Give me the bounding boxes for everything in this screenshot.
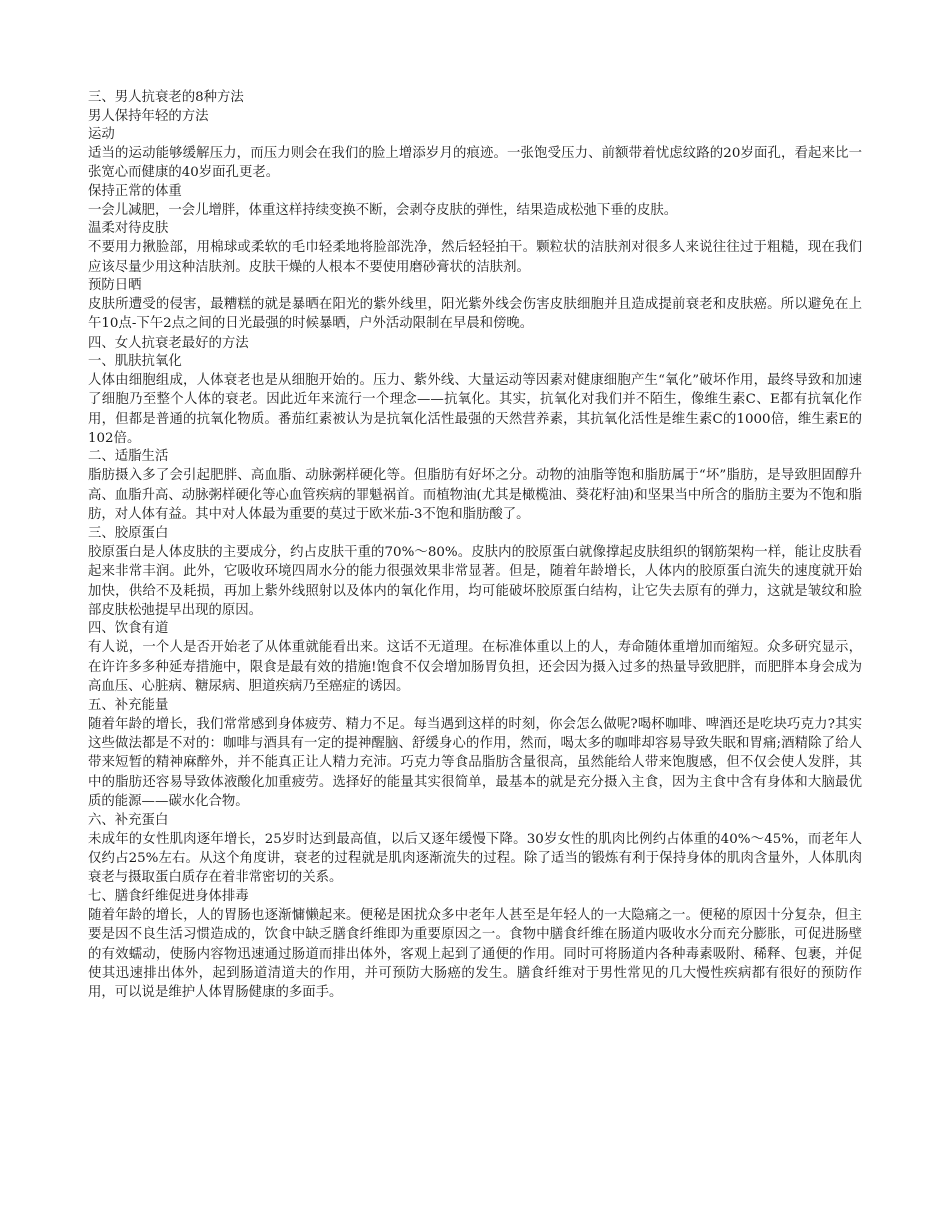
- paragraph-exercise: 适当的运动能够缓解压力，而压力则会在我们的脸上增添岁月的痕迹。一张饱受压力、前额带着忧虑纹路的20岁面孔，看起来比一张宽心而健康的40岁面孔更老。: [88, 146, 862, 181]
- section-title-women: 四、女人抗衰老最好的方法: [88, 335, 249, 351]
- subtitle-men: 男人保持年轻的方法: [88, 109, 209, 124]
- paragraph-antioxidant: 人体由细胞组成，人体衰老也是从细胞开始的。压力、紫外线、大量运动等因素对健康细胞产生“氧化”破坏作用，最终导致和加速了细胞乃至整个人体的衰老。因此近年来流行一个理念——抗氧化。其实，抗氧化对我们并不陌生，像维生素C、E都有抗氧化作用，但都是普通的抗氧化物质。番茄红素被认为是抗氧化活性最强的天然营养素，其抗氧化活性是维生素C的1000倍，维生素E的102倍。: [88, 372, 862, 447]
- paragraph-sun-protection: 皮肤所遭受的侵害，最糟糕的就是暴晒在阳光的紫外线里，阳光紫外线会伤害皮肤细胞并且造成提前衰老和皮肤癌。所以避免在上午10点-下午2点之间的日光最强的时候暴晒，户外活动限制在早晨和傍晚。: [88, 297, 862, 332]
- paragraph-energy: 随着年龄的增长，我们常常感到身体疲劳、精力不足。每当遇到这样的时刻，你会怎么做呢?喝杯咖啡、啤酒还是吃块巧克力?其实这些做法都是不对的：咖啡与酒具有一定的提神醒脑、舒缓身心的作用，然而，喝太多的咖啡却容易导致失眠和胃痛;酒精除了给人带来短暂的精神麻醉外，并不能真正让人精力充沛。巧克力等食品脂肪含量很高，虽然能给人带来饱腹感，但不仅会使人发胖，其中的脂肪还容易导致体液酸化加重疲劳。选择好的能量其实很简单，最基本的就是充分摄入主食，因为主食中含有身体和大脑最优质的能源——碳水化合物。: [88, 716, 862, 810]
- heading-sun-protection: 预防日晒: [88, 278, 142, 294]
- paragraph-fiber: 随着年龄的增长，人的胃肠也逐渐慵懒起来。便秘是困扰众多中老年人甚至是年轻人的一大隐痛之一。便秘的原因十分复杂，但主要是因不良生活习惯造成的，饮食中缺乏膳食纤维即为重要原因之一。食物中膳食纤维在肠道内吸收水分而充分膨胀，可促进肠壁的有效蠕动，使肠内容物迅速通过肠道而排出体外，客观上起到了通便的作用。同时可将肠道内各种毒素吸附、稀释、包裹，并促使其迅速排出体外，起到肠道清道夫的作用，并可预防大肠癌的发生。膳食纤维对于男性常见的几大慢性疾病都有很好的预防作用，可以说是维护人体胃肠健康的多面手。: [88, 907, 862, 1001]
- heading-energy: 五、补充能量: [88, 697, 169, 713]
- heading-collagen: 三、胶原蛋白: [88, 525, 169, 541]
- heading-exercise: 运动: [88, 127, 115, 142]
- heading-skin-care: 温柔对待皮肤: [88, 221, 169, 237]
- paragraph-collagen: 胶原蛋白是人体皮肤的主要成分，约占皮肤干重的70%～80%。皮肤内的胶原蛋白就像撑起皮肤组织的钢筋架构一样，能让皮肤看起来非常丰润。此外，它吸收环境四周水分的能力很强效果非常显著。但是，随着年龄增长，人体内的胶原蛋白流失的速度就开始加快，供给不及耗损，再加上紫外线照射以及体内的氧化作用，均可能破坏胶原蛋白结构，让它失去原有的弹力，这就是皱纹和脸部皮肤松弛提早出现的原因。: [88, 544, 862, 618]
- paragraph-protein: 未成年的女性肌肉逐年增长，25岁时达到最高值，以后又逐年缓慢下降。30岁女性的肌肉比例约占体重的40%～45%，而老年人仅约占25%左右。从这个角度讲，衰老的过程就是肌肉逐渐流失的过程。除了适当的锻炼有利于保持身体的肌肉含量外，人体肌肉衰老与摄取蛋白质存在着非常密切的关系。: [88, 831, 862, 886]
- paragraph-skin-care: 不要用力揪脸部，用棉球或柔软的毛巾轻柔地将脸部洗净，然后轻轻拍干。颗粒状的洁肤剂对很多人来说往往过于粗糙，现在我们应该尽量少用这种洁肤剂。皮肤干燥的人根本不要使用磨砂膏状的洁肤剂。: [88, 240, 862, 275]
- heading-weight: 保持正常的体重: [88, 183, 182, 199]
- section-title-men: 三、男人抗衰老的8种方法: [88, 90, 244, 105]
- heading-fiber: 七、膳食纤维促进身体排毒: [88, 888, 249, 904]
- document-page: [88, 88, 862, 1003]
- heading-fat: 二、适脂生活: [88, 449, 169, 465]
- paragraph-diet: 有人说，一个人是否开始老了从体重就能看出来。这话不无道理。在标准体重以上的人，寿命随体重增加而缩短。众多研究显示，在许许多多种延寿措施中，限食是最有效的措施!饱食不仅会增加肠胃负担，还会因为摄入过多的热量导致肥胖，而肥胖本身会成为高血压、心脏病、糖尿病、胆道疾病乃至癌症的诱因。: [88, 640, 862, 695]
- heading-antioxidant: 一、肌肤抗氧化: [88, 353, 182, 369]
- heading-protein: 六、补充蛋白: [88, 812, 169, 828]
- paragraph-fat: 脂肪摄入多了会引起肥胖、高血脂、动脉粥样硬化等。但脂肪有好坏之分。动物的油脂等饱和脂肪属于“坏”脂肪，是导致胆固醇升高、血脂升高、动脉粥样硬化等心血管疾病的罪魁祸首。而植物油(尤其是橄榄油、葵花籽油)和坚果当中所含的脂肪主要为不饱和脂肪，对人体有益。其中对人体最为重要的莫过于欧米茄-3不饱和脂肪酸了。: [88, 468, 862, 523]
- paragraph-weight: 一会儿减肥，一会儿增胖，体重这样持续变换不断，会剥夺皮肤的弹性，结果造成松弛下垂的皮肤。: [88, 202, 678, 218]
- heading-diet: 四、饮食有道: [88, 621, 169, 637]
